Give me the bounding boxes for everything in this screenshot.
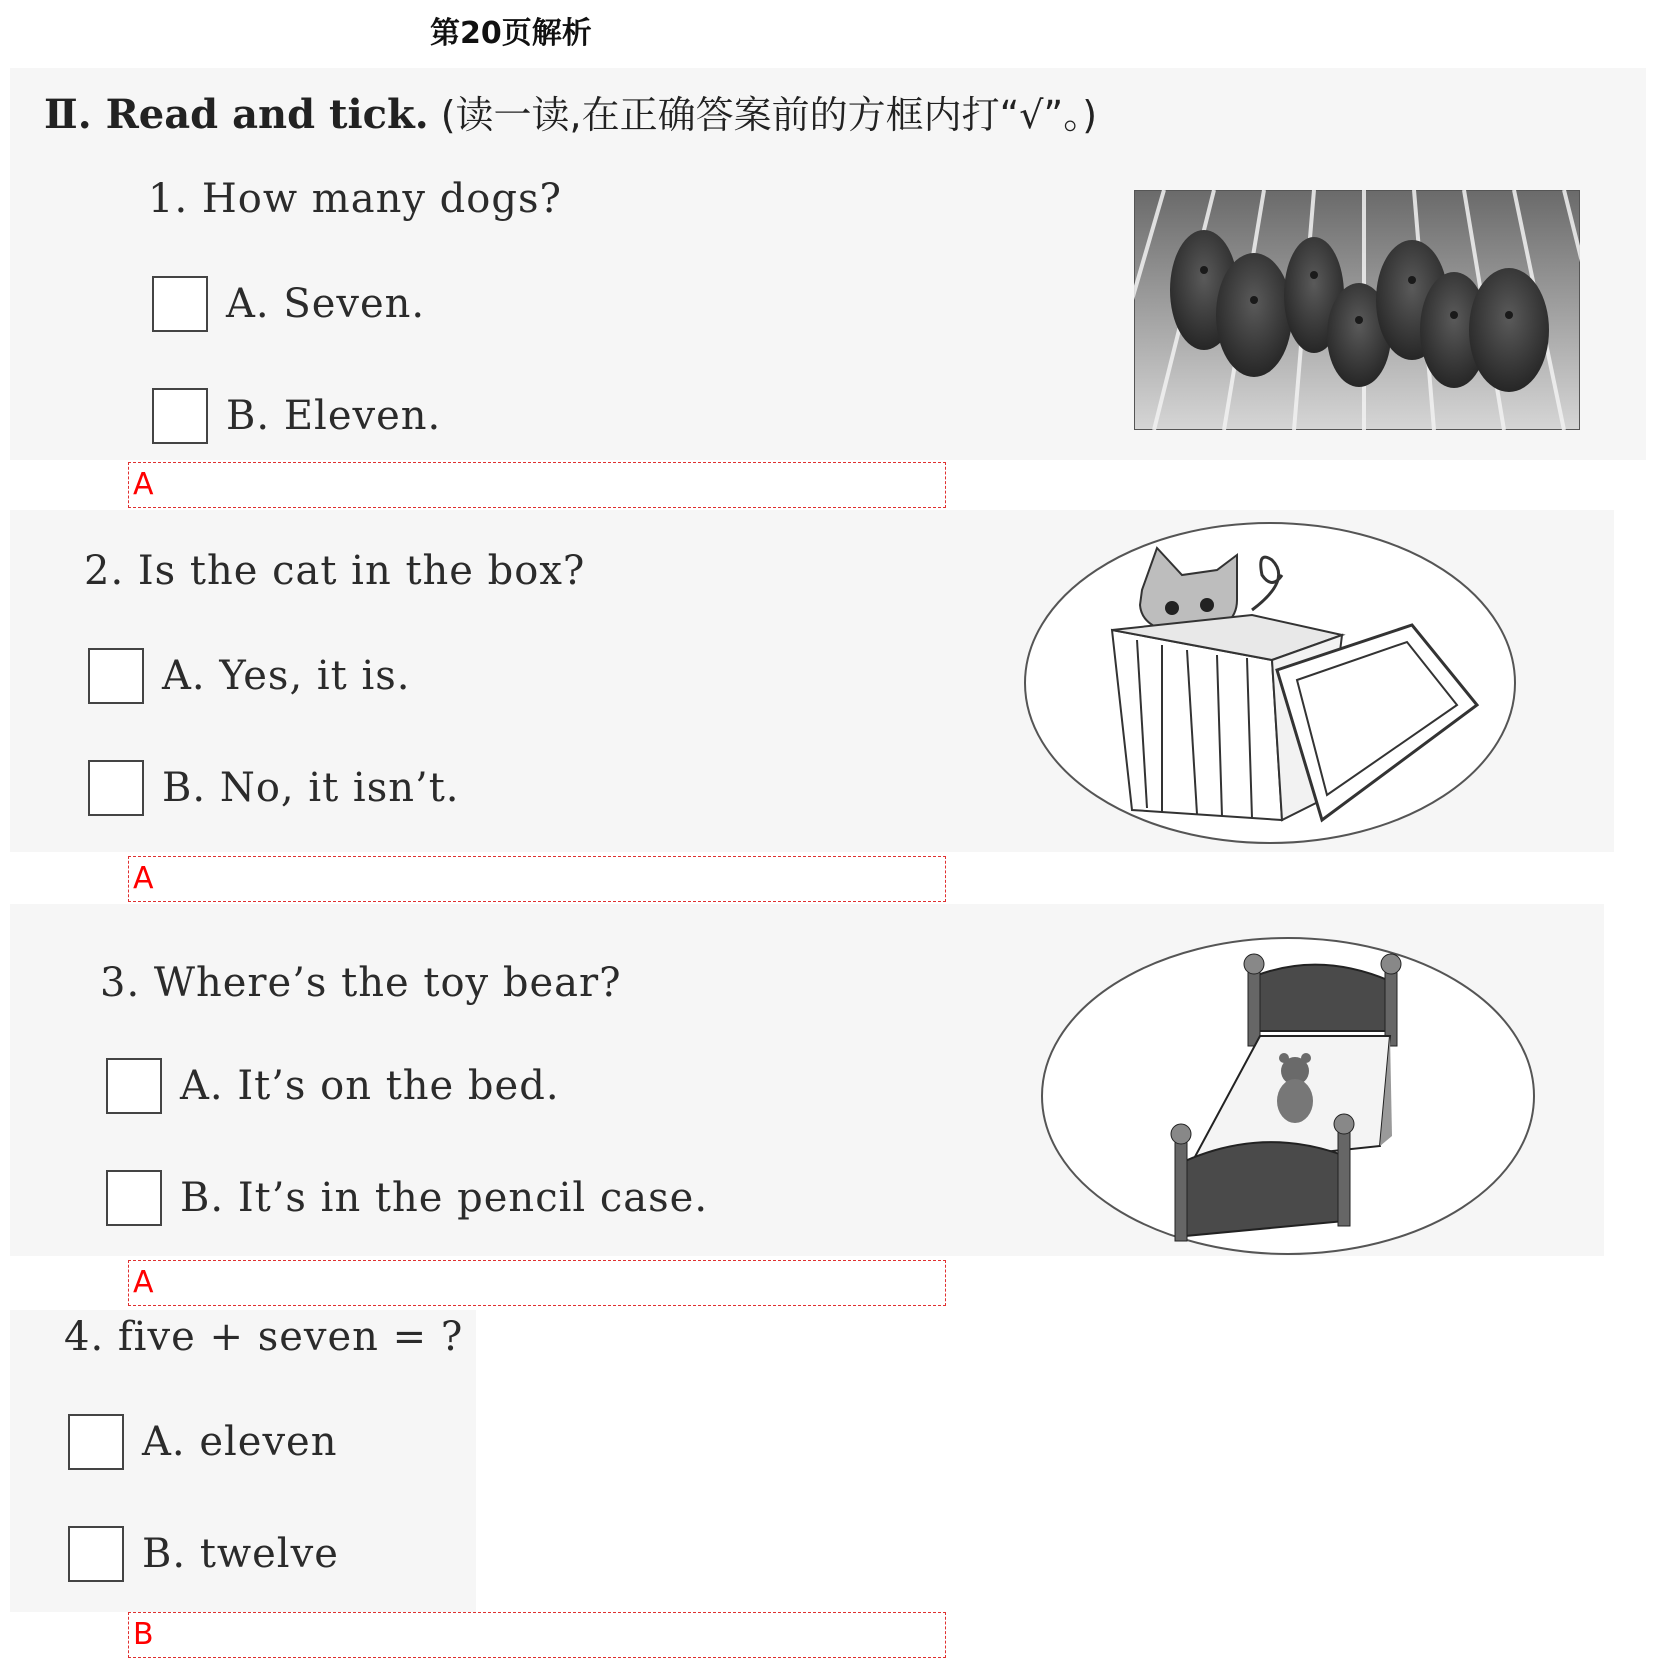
checkbox[interactable] [68,1414,124,1470]
section-instruction: (读一读,在正确答案前的方框内打“√”。) [428,93,1098,137]
answer-text: A [133,861,154,896]
option-label: B. It’s in the pencil case. [180,1175,709,1221]
option-label: B. twelve [142,1531,339,1577]
checkbox[interactable] [88,760,144,816]
checkbox[interactable] [88,648,144,704]
puppies-photo [1134,190,1580,430]
answer-text: B [133,1617,154,1652]
question-1-option-a[interactable] [152,276,425,332]
checkbox[interactable] [152,276,208,332]
answer-box-1[interactable] [128,462,946,508]
question-4-option-a[interactable] [68,1414,337,1470]
question-4-prompt: 4. five + seven = ? [64,1314,464,1360]
question-2-option-b[interactable] [88,760,460,816]
option-label: A. eleven [142,1419,338,1465]
checkbox[interactable] [68,1526,124,1582]
question-3-prompt: 3. Where’s the toy bear? [100,960,622,1006]
bear-on-bed-drawing [1040,936,1536,1256]
section-number: Ⅱ. [44,91,106,138]
section-title [44,84,1097,139]
answer-text: A [133,467,154,502]
question-2-option-a[interactable] [88,648,411,704]
answer-text: A [133,1265,154,1300]
answer-box-4[interactable] [128,1612,946,1658]
question-4-option-b[interactable] [68,1526,339,1582]
section-title-text: Read and tick. [105,91,429,138]
checkbox[interactable] [106,1058,162,1114]
question-1-option-b[interactable] [152,388,441,444]
option-label: A. Seven. [226,281,426,327]
question-1-prompt: 1. How many dogs? [148,176,562,222]
option-label: A. It’s on the bed. [180,1063,560,1109]
answer-box-3[interactable] [128,1260,946,1306]
cat-in-box-drawing [1022,520,1518,850]
option-label: B. No, it isn’t. [162,765,460,811]
question-3-option-a[interactable] [106,1058,560,1114]
page-heading: 第20页解析 [430,16,592,51]
option-label: A. Yes, it is. [162,653,411,699]
option-label: B. Eleven. [226,393,442,439]
question-3-option-b[interactable] [106,1170,708,1226]
checkbox[interactable] [106,1170,162,1226]
question-2-prompt: 2. Is the cat in the box? [84,548,586,594]
answer-box-2[interactable] [128,856,946,902]
checkbox[interactable] [152,388,208,444]
